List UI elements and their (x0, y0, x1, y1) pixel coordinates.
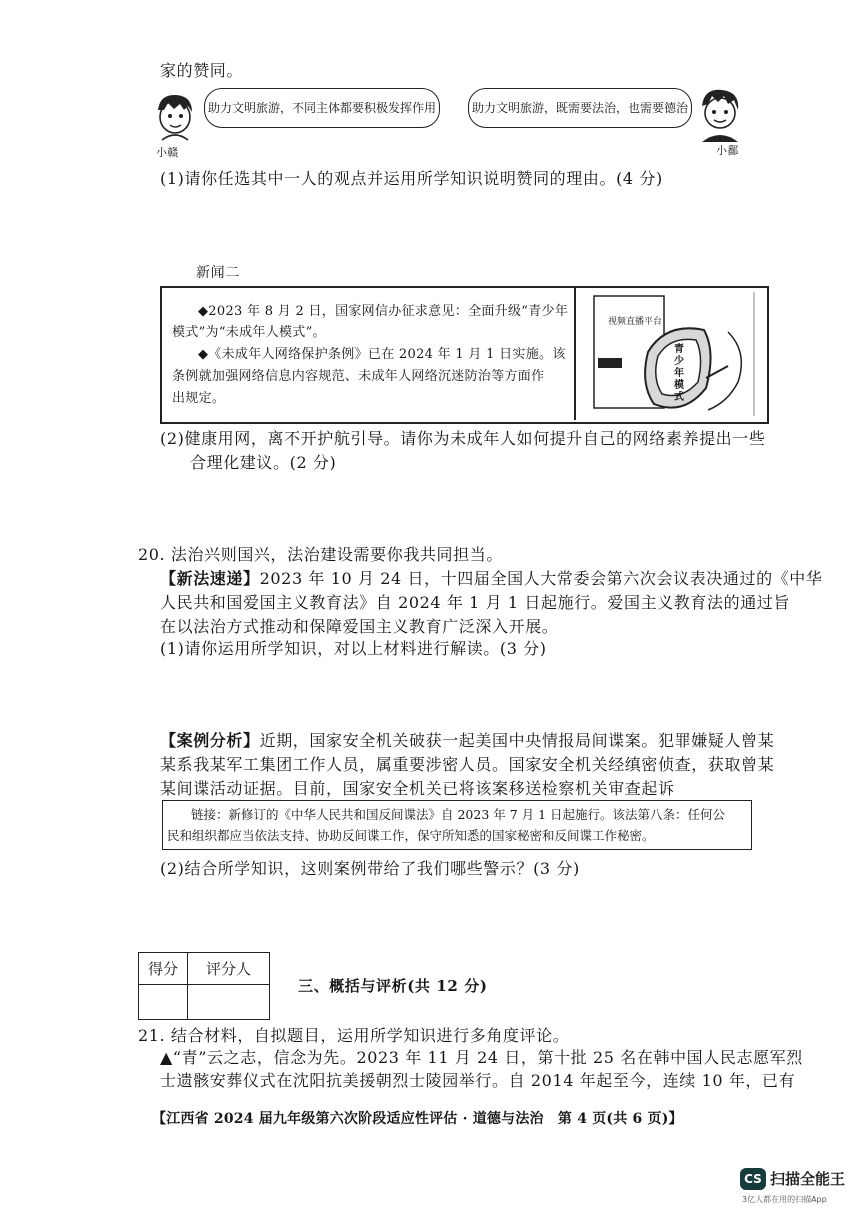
news-2-para2-line2: 条例就加强网络信息内容规范、未成年人网络沉迷防治等方面作 (172, 369, 545, 384)
scanner-app-title: 扫描全能王 (770, 1170, 846, 1188)
question-19-1: (1)请你任选其中一人的观点并运用所学知识说明赞同的理由。(4 分) (160, 169, 663, 188)
law-line3: 在以法治方式推动和保障爱国主义教育广泛深入开展。 (160, 617, 559, 636)
question-19-2-line1: (2)健康用网，离不开护航引导。请你为未成年人如何提升自己的网络素养提出一些 (160, 429, 766, 448)
question-21-stem: 21. 结合材料，自拟题目，运用所学知识进行多角度评论。 (138, 1026, 570, 1045)
case-line1-text: 近期，国家安全机关破获一起美国中央情报局间谍案。犯罪嫌疑人曾某 (259, 731, 775, 750)
news-2-box (160, 286, 769, 424)
illustration-top-text: 视频直播平台 (608, 317, 663, 327)
question-21-line1: ▲“青”云之志，信念为先。2023 年 11 月 24 日，第十批 25 名在韩中国人民志愿军烈 (160, 1048, 803, 1067)
law-tag: 【新法速递】 (160, 569, 260, 588)
scanner-app-subtitle: 3亿人都在用的扫描App (742, 1195, 827, 1204)
case-line1 (160, 730, 774, 752)
grader-cell[interactable] (188, 985, 270, 1020)
law-line1 (160, 568, 822, 590)
link-line1: 链接：新修订的《中华人民共和国反间谍法》自 2023 年 7 月 1 日起施行。该法第八条：任何公 (191, 807, 726, 822)
case-tag: 【案例分析】 (160, 731, 260, 750)
news-2-title: 新闻二 (196, 265, 240, 281)
right-student-name: 小鄱 (716, 144, 739, 157)
score-cell[interactable] (139, 985, 188, 1020)
question-21-line2: 士遗骸安葬仪式在沈阳抗美援朝烈士陵园举行。自 2014 年起至今，连续 10 年，已有 (160, 1071, 796, 1090)
news-2-para1-line1: ◆2023 年 8 月 2 日，国家网信办征求意见：全面升级“青少年 (198, 304, 569, 319)
law-line1-text: 2023 年 10 月 24 日，十四届全国人大常委会第六次会议表决通过的《中华 (259, 569, 823, 588)
left-student-name: 小赣 (156, 146, 179, 159)
case-line3: 某间谍活动证据。目前，国家安全机关已将该案移送检察机关审查起诉 (160, 779, 675, 798)
news-2-para1-line2: 模式”为“未成年人模式”。 (172, 325, 326, 340)
grader-header: 评分人 (188, 953, 270, 985)
question-20-stem: 20. 法治兴则国兴，法治建设需要你我共同担当。 (138, 545, 503, 564)
score-table (138, 952, 270, 1020)
scanner-logo-icon: CS (740, 1168, 766, 1190)
law-line2: 人民共和国爱国主义教育法》自 2024 年 1 月 1 日起施行。爱国主义教育法的通过旨 (160, 593, 790, 612)
right-speech-bubble: 助力文明旅游，既需要法治，也需要德治 (468, 88, 692, 128)
boy-right-icon (692, 86, 748, 144)
link-box (162, 800, 752, 850)
page-footer: 【江西省 2024 届九年级第六次阶段适应性评估 · 道德与法治 第 4 页(共 6 页)】 (152, 1111, 683, 1127)
continuation-text: 家的赞同。 (160, 61, 244, 80)
section-3-title: 三、概括与评析(共 12 分) (298, 977, 488, 995)
left-speech-bubble: 助力文明旅游，不同主体都要积极发挥作用 (204, 88, 440, 128)
question-20-2: (2)结合所学知识，这则案例带给了我们哪些警示？(3 分) (160, 859, 580, 878)
news-2-para2-line1: ◆《未成年人网络保护条例》已在 2024 年 1 月 1 日实施。该 (198, 347, 566, 362)
news-2-divider (574, 286, 576, 420)
case-line2: 某系我某军工集团工作人员，属重要涉密人员。国家安全机关经缜密侦查，获取曾某 (160, 755, 775, 774)
score-header: 得分 (139, 953, 188, 985)
boy-left-icon (150, 90, 200, 142)
illustration-shield-text: 青少年模式 (674, 344, 684, 403)
link-line2: 民和组织都应当依法支持、协助反间谍工作，保守所知悉的国家秘密和反间谍工作秘密。 (167, 828, 655, 843)
question-20-1: (1)请你运用所学知识，对以上材料进行解读。(3 分) (160, 639, 547, 658)
news-2-para2-line3: 出规定。 (172, 391, 226, 406)
question-19-2-line2: 合理化建议。(2 分) (190, 453, 337, 472)
